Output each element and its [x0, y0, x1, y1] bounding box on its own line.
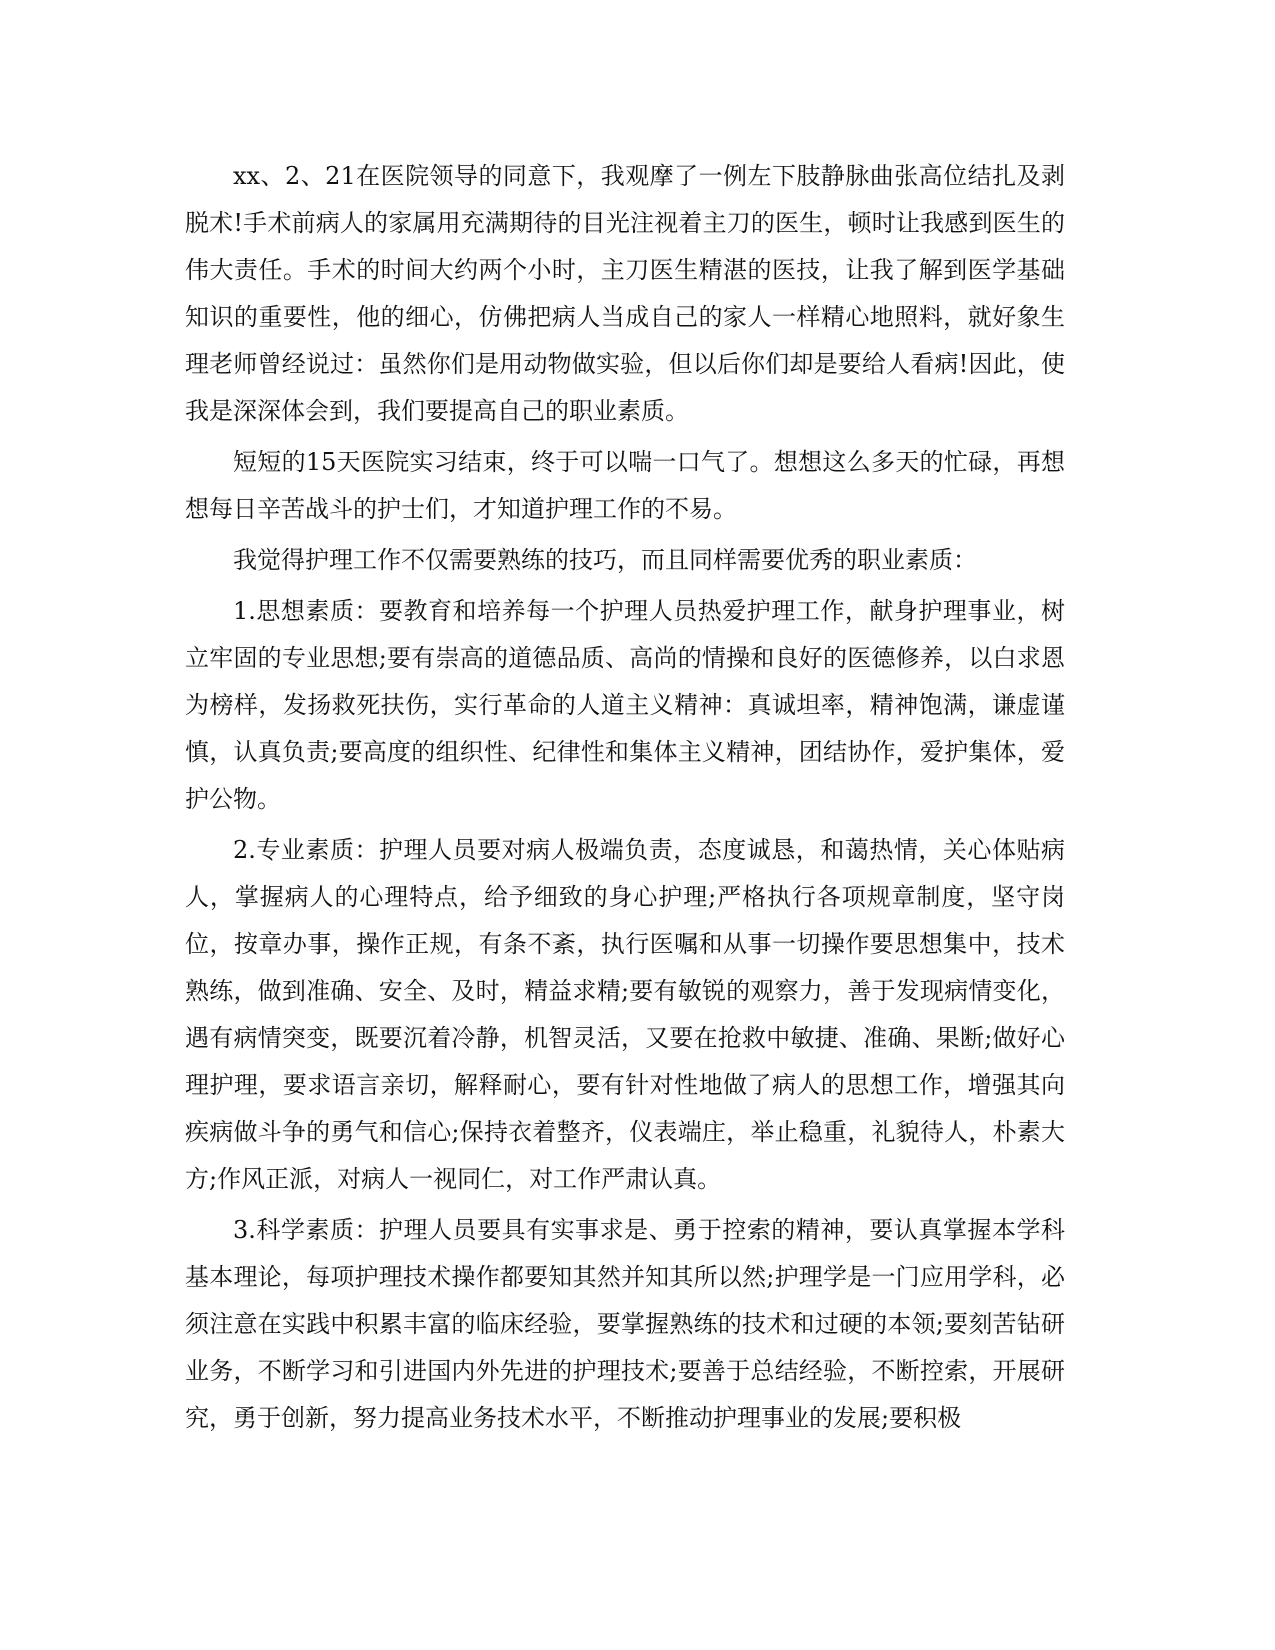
paragraph-ideological-quality: 1.思想素质：要教育和培养每一个护理人员热爱护理工作，献身护理事业，树立牢固的专业思想;要有崇高的道德品质、高尚的情操和良好的医德修养，以白求恩为榜样，发扬救死扶伤，实行革命的人道主义精神：真诚坦率，精神饱满，谦虚谨慎，认真负责;要高度的组织性、纪律性和集体主义精神，团结协作，爱护集体，爱护公物。: [185, 597, 1065, 813]
paragraph-internship-end: 短短的15天医院实习结束，终于可以喘一口气了。想想这么多天的忙碌，再想想每日辛苦战斗的护士们，才知道护理工作的不易。: [185, 448, 1065, 523]
paragraph-professional-quality: 2.专业素质：护理人员要对病人极端负责，态度诚恳，和蔼热情，关心体贴病人，掌握病人的心理特点，给予细致的身心护理;严格执行各项规章制度，坚守岗位，按章办事，操作正规，有条不紊，执行医嘱和从事一切操作要思想集中，技术熟练，做到准确、安全、及时，精益求精;要有敏锐的观察力，善于发现病情变化，遇有病情突变，既要沉着冷静，机智灵活，又要在抢救中敏捷、准确、果断;做好心理护理，要求语言亲切，解释耐心，要有针对性地做了病人的思想工作，增强其向疾病做斗争的勇气和信心;保持衣着整齐，仪表端庄，举止稳重，礼貌待人，朴素大方;作风正派，对病人一视同仁，对工作严肃认真。: [185, 836, 1065, 1193]
paragraph-scientific-quality: 3.科学素质：护理人员要具有实事求是、勇于控索的精神，要认真掌握本学科基本理论，每项护理技术操作都要知其然并知其所以然;护理学是一门应用学科，必须注意在实践中积累丰富的临床经验，要掌握熟练的技术和过硬的本领;要刻苦钻研业务，不断学习和引进国内外先进的护理技术;要善于总结经验，不断控索，开展研究，勇于创新，努力提高业务技术水平，不断推动护理事业的发展;要积极: [185, 1216, 1065, 1432]
paragraph-qualities-intro: 我觉得护理工作不仅需要熟练的技巧，而且同样需要优秀的职业素质：: [233, 546, 977, 574]
document-body: [185, 153, 1065, 1446]
paragraph-surgery-observation: xx、2、21在医院领导的同意下，我观摩了一例左下肢静脉曲张高位结扎及剥脱术!手术前病人的家属用充满期待的目光注视着主刀的医生，顿时让我感到医生的伟大责任。手术的时间大约两个小时，主刀医生精湛的医技，让我了解到医学基础知识的重要性，他的细心，仿佛把病人当成自己的家人一样精心地照料，就好象生理老师曾经说过：虽然你们是用动物做实验，但以后你们却是要给人看病!因此，使我是深深体会到，我们要提高自己的职业素质。: [185, 162, 1065, 425]
